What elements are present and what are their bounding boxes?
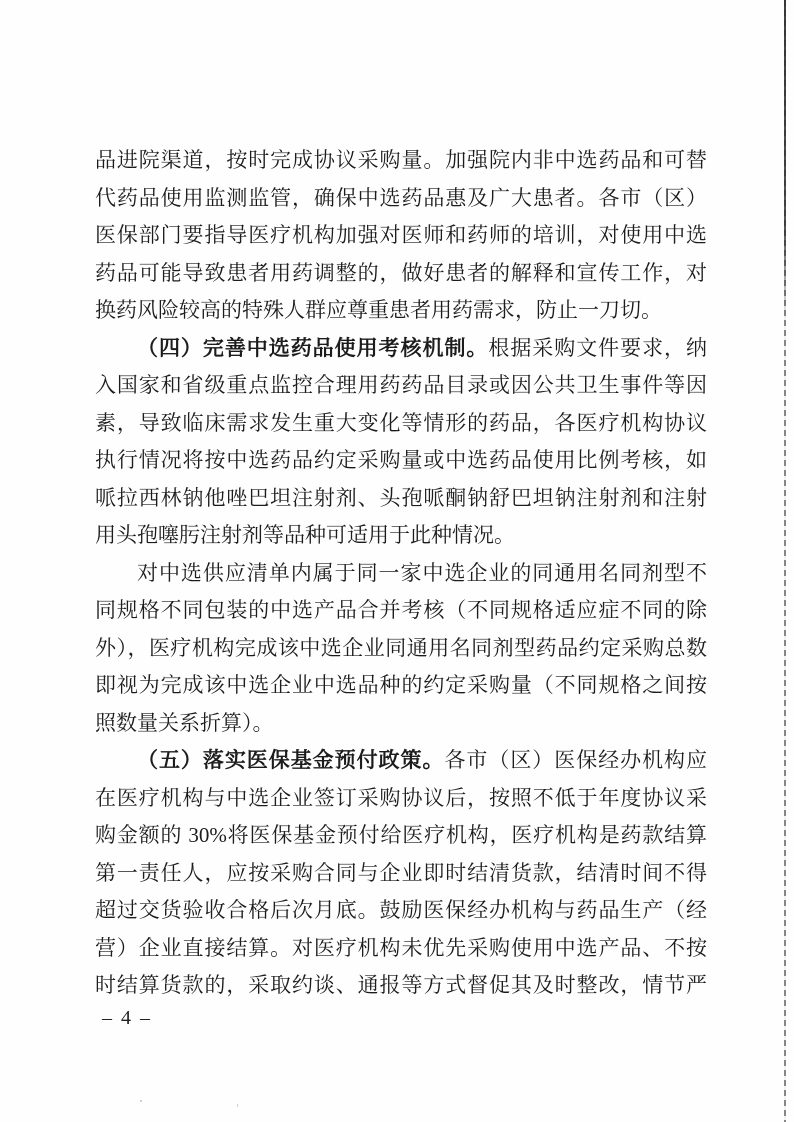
text-line: 在医疗机构与中选企业签订采购协议后，按照不低于年度协议采 [95,785,707,810]
paragraph-continuation [95,142,707,330]
text-line: 购金额的 30%将医保基金预付给医疗机构，医疗机构是药款结算 [95,823,707,847]
scan-artifact-line [784,0,786,1122]
text-line: 营）企业直接结算。对医疗机构未优先采购使用中选产品、不按 [95,935,707,960]
text-line: 用头孢噻肟注射剂等品种可适用于此种情况。 [95,523,515,547]
text-line: 同规格不同包装的中选产品合并考核（不同规格适应症不同的除 [95,598,707,622]
text-line: 入国家和省级重点监控合理用药药品目录或因公共卫生事件等因 [95,373,707,397]
text-line: 外），医疗机构完成该中选企业同通用名同剂型药品约定采购总数 [95,635,707,660]
scan-speck [237,1104,238,1107]
page-number: – 4 – [102,1007,152,1029]
paragraph-merged-assessment [95,555,707,743]
paragraph-section-4 [95,330,707,555]
section-5-heading: （五）落实医保基金预付政策。 [137,748,445,772]
paragraph-section-5 [95,742,707,1005]
document-text [95,142,707,1005]
text-line: 时结算货款的，采取约谈、通报等方式督促其及时整改，情节严 [95,973,707,997]
text-line: 对中选供应清单内属于同一家中选企业的同通用名同剂型不 [137,560,707,585]
text-line: 照数量关系折算）。 [95,710,274,735]
text-line [95,742,707,780]
text-line: 药品可能导致患者用药调整的，做好患者的解释和宣传工作，对 [95,260,707,285]
text-line: 代药品使用监测监管，确保中选药品惠及广大患者。各市（区） [95,185,707,210]
text-line [95,330,707,368]
scan-speck [140,1100,142,1102]
text-line: 换药风险较高的特殊人群应尊重患者用药需求，防止一刀切。 [95,298,662,322]
text-line: 即视为完成该中选企业中选品种的约定采购量（不同规格之间按 [95,673,707,697]
text-line: 超过交货验收合格后次月底。鼓励医保经办机构与药品生产（经 [95,898,707,922]
text-run: 各市（区）医保经办机构应 [444,748,707,772]
text-line: 哌拉西林钠他唑巴坦注射剂、头孢哌酮钠舒巴坦钠注射剂和注射 [95,485,707,510]
text-run: 根据采购文件要求，纳 [488,335,707,360]
text-line: 第一责任人，应按采购合同与企业即时结清货款，结清时间不得 [95,860,707,885]
section-4-heading: （四）完善中选药品使用考核机制。 [137,335,489,360]
text-line: 素，导致临床需求发生重大变化等情形的药品，各医疗机构协议 [95,410,707,435]
text-line: 品进院渠道，按时完成协议采购量。加强院内非中选药品和可替 [95,148,707,172]
text-line: 执行情况将按中选药品约定采购量或中选药品使用比例考核，如 [95,448,707,472]
text-line: 医保部门要指导医疗机构加强对医师和药师的培训，对使用中选 [95,223,707,247]
